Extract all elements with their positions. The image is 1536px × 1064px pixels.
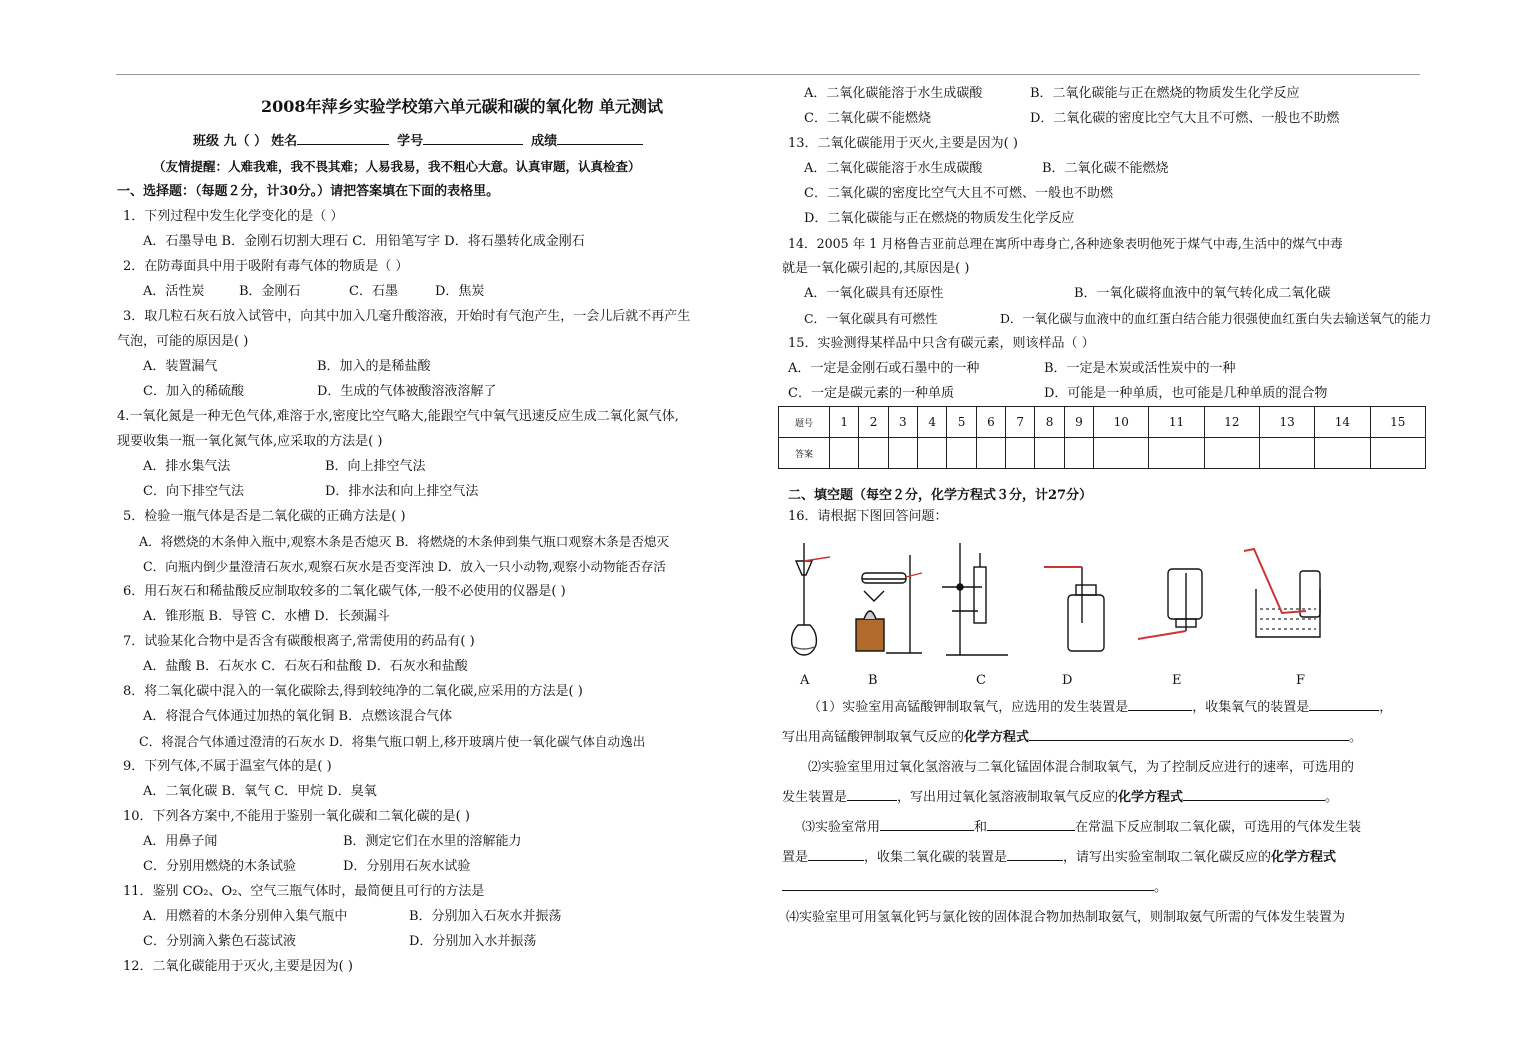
table-cell: 14 bbox=[1315, 407, 1370, 438]
question-12-options-cd: C．二氧化碳不能燃烧 D．二氧化碳的密度比空气大且不可燃、一般也不助燃 bbox=[804, 111, 1340, 126]
question-14-options-cd: C．一氧化碳具有可燃性 D．一氧化碳与血液中的血红蛋白结合能力很强使血红蛋白失去输送氧气的能力 bbox=[804, 311, 1432, 326]
left-column bbox=[117, 84, 757, 979]
table-cell: 7 bbox=[1006, 407, 1035, 438]
number-blank[interactable] bbox=[423, 130, 523, 145]
apparatus-e bbox=[1138, 569, 1202, 639]
reminder: （友情提醒：人难我难，我不畏其难；人易我易，我不粗心大意。认真审题，认真检查） bbox=[153, 159, 641, 174]
apparatus-c bbox=[942, 543, 1008, 655]
question-7: 7．试验某化合物中是否含有碳酸根离子,常需使用的药品有( ) bbox=[123, 634, 475, 649]
section-1-heading: 一、选择题：（每题２分，计30分。）请把答案填在下面的表格里。 bbox=[117, 184, 500, 199]
table-header-answer: 答案 bbox=[779, 438, 830, 469]
table-cell: 13 bbox=[1259, 407, 1314, 438]
table-cell: 9 bbox=[1064, 407, 1093, 438]
question-4-options-cd: C．向下排空气法 D．排水法和向上排空气法 bbox=[143, 484, 479, 499]
fill-blank[interactable] bbox=[847, 786, 897, 801]
answer-cell[interactable] bbox=[1204, 438, 1259, 469]
question-11-options-ab: A．用燃着的木条分别伸入集气瓶中 B．分别加入石灰水并振荡 bbox=[143, 909, 562, 924]
apparatus-diagram bbox=[782, 533, 1422, 673]
answer-cell[interactable] bbox=[1006, 438, 1035, 469]
question-2-options: A．活性炭 B．金刚石 C．石墨 D．焦炭 bbox=[143, 284, 485, 299]
question-3: 3．取几粒石灰石放入试管中，向其中加入几毫升酸溶液，开始时有气泡产生，一会儿后就不再产生 bbox=[123, 309, 691, 324]
student-info-line bbox=[117, 129, 757, 154]
question-15-options-cd: C．一定是碳元素的一种单质 D．可能是一种单质，也可能是几种单质的混合物 bbox=[788, 386, 1328, 401]
answer-cell[interactable] bbox=[947, 438, 976, 469]
question-2: 2．在防毒面具中用于吸附有毒气体的物质是（ ） bbox=[123, 259, 409, 274]
question-3-options-ab: A．装置漏气 B．加入的是稀盐酸 bbox=[143, 359, 431, 374]
question-11: 11．鉴别 CO₂、O₂、空气三瓶气体时，最简便且可行的方法是 bbox=[123, 884, 485, 899]
question-14-options-ab: A．一氧化碳具有还原性 B．一氧化碳将血液中的氧气转化成二氧化碳 bbox=[804, 286, 1331, 301]
name-blank[interactable] bbox=[297, 130, 389, 145]
fill-blank[interactable] bbox=[782, 876, 1154, 891]
question-14-cont: 就是一氧化碳引起的,其原因是( ) bbox=[782, 261, 970, 276]
fill-blank[interactable] bbox=[1128, 696, 1192, 711]
fill-blank[interactable] bbox=[987, 816, 1075, 831]
answer-cell[interactable] bbox=[1259, 438, 1314, 469]
question-8-options-cd: C．将混合气体通过澄清的石灰水 D．将集气瓶口朝上,移开玻璃片使一氧化碳气体自动逸出 bbox=[139, 734, 646, 749]
answer-cell[interactable] bbox=[1094, 438, 1149, 469]
apparatus-a bbox=[792, 543, 830, 655]
answer-cell[interactable] bbox=[1064, 438, 1093, 469]
table-cell: 6 bbox=[976, 407, 1005, 438]
table-cell: 4 bbox=[918, 407, 947, 438]
score-label: 成绩 bbox=[531, 129, 643, 154]
table-cell: 12 bbox=[1204, 407, 1259, 438]
question-13-option-d: D．二氧化碳能与正在燃烧的物质发生化学反应 bbox=[804, 211, 1075, 226]
name-label: 姓名 bbox=[271, 129, 389, 154]
fill-q3-line2: 置是 ，收集二氧化碳的装置是 ，请写出实验室制取二氧化碳反应的化学方程式 bbox=[782, 843, 1427, 873]
question-12: 12．二氧化碳能用于灭火,主要是因为( ) bbox=[123, 959, 353, 974]
question-6: 6．用石灰石和稀盐酸反应制取较多的二氧化碳气体,一般不必使用的仪器是( ) bbox=[123, 584, 566, 599]
figure-label-f: F bbox=[1296, 673, 1306, 688]
fill-blank[interactable] bbox=[1309, 696, 1379, 711]
fill-blank[interactable] bbox=[1029, 726, 1349, 741]
fill-blank[interactable] bbox=[1007, 846, 1063, 861]
answer-table bbox=[778, 406, 1426, 469]
number-label: 学号 bbox=[397, 129, 523, 154]
question-4: 4.一氧化氮是一种无色气体,难溶于水,密度比空气略大,能跟空气中氧气迅速反应生成二氧化氮气体, bbox=[117, 409, 679, 424]
question-5-options-ab: A．将燃烧的木条伸入瓶中,观察木条是否熄灭 B．将燃烧的木条伸到集气瓶口观察木条是否熄灭 bbox=[139, 534, 670, 549]
fill-q2-line1: ⑵实验室里用过氧化氢溶液与二氧化锰固体混合制取氧气，为了控制反应进行的速率，可选用的 bbox=[808, 760, 1355, 775]
question-9-options: A．二氧化碳 B．氧气 C．甲烷 D．臭氧 bbox=[143, 784, 377, 799]
fill-q3-line3: 。 bbox=[782, 873, 1427, 903]
question-15: 15．实验测得某样品中只含有碳元素，则该样品（ ） bbox=[788, 336, 1095, 351]
apparatus-f bbox=[1244, 549, 1320, 637]
answer-cell[interactable] bbox=[1035, 438, 1064, 469]
answer-cell[interactable] bbox=[859, 438, 888, 469]
table-cell: 15 bbox=[1370, 407, 1425, 438]
question-12-options-ab: A．二氧化碳能溶于水生成碳酸 B．二氧化碳能与正在燃烧的物质发生化学反应 bbox=[804, 86, 1300, 101]
answer-cell[interactable] bbox=[888, 438, 917, 469]
answer-cell[interactable] bbox=[918, 438, 947, 469]
table-header-number: 题号 bbox=[779, 407, 830, 438]
question-1-options: A．石墨导电 B．金刚石切割大理石 C．用铅笔写字 D．将石墨转化成金刚石 bbox=[143, 234, 585, 249]
question-10-options-ab: A．用鼻子闻 B．测定它们在水里的溶解能力 bbox=[143, 834, 522, 849]
question-6-options: A．锥形瓶 B．导管 C．水槽 D．长颈漏斗 bbox=[143, 609, 390, 624]
question-11-options-cd: C．分别滴入紫色石蕊试液 D．分别加入水并振荡 bbox=[143, 934, 537, 949]
question-3-options-cd: C．加入的稀硫酸 D．生成的气体被酸溶液溶解了 bbox=[143, 384, 497, 399]
table-cell: 2 bbox=[859, 407, 888, 438]
question-4-options-ab: A．排水集气法 B．向上排空气法 bbox=[143, 459, 426, 474]
question-7-options: A．盐酸 B．石灰水 C．石灰石和盐酸 D．石灰水和盐酸 bbox=[143, 659, 468, 674]
figure-label-d: D bbox=[1062, 673, 1073, 688]
question-13-options-ab: A．二氧化碳能溶于水生成碳酸 B．二氧化碳不能燃烧 bbox=[804, 161, 1169, 176]
answer-cell[interactable] bbox=[976, 438, 1005, 469]
fill-blank[interactable] bbox=[808, 846, 864, 861]
question-13: 13．二氧化碳能用于灭火,主要是因为( ) bbox=[788, 136, 1018, 151]
score-blank[interactable] bbox=[557, 130, 643, 145]
answer-cell[interactable] bbox=[1370, 438, 1425, 469]
fill-blank[interactable] bbox=[1183, 786, 1325, 801]
question-8: 8．将二氧化碳中混入的一氧化碳除去,得到较纯净的二氧化碳,应采用的方法是( ) bbox=[123, 684, 583, 699]
table-row bbox=[779, 407, 1426, 438]
question-9: 9．下列气体,不属于温室气体的是( ) bbox=[123, 759, 332, 774]
question-5: 5．检验一瓶气体是否是二氧化碳的正确方法是( ) bbox=[123, 509, 406, 524]
question-8-options-ab: A．将混合气体通过加热的氧化铜 B．点燃该混合气体 bbox=[143, 709, 453, 724]
figure-label-a: A bbox=[800, 673, 810, 688]
question-16: 16．请根据下图回答问题： bbox=[788, 509, 948, 524]
table-cell: 8 bbox=[1035, 407, 1064, 438]
table-cell: 11 bbox=[1149, 407, 1204, 438]
figure-label-c: C bbox=[976, 673, 986, 688]
table-cell: 5 bbox=[947, 407, 976, 438]
question-3-cont: 气泡，可能的原因是( ) bbox=[117, 334, 249, 349]
question-14: 14．2005 年 1 月格鲁吉亚前总理在寓所中毒身亡,各种迹象表明他死于煤气中毒,生活中的煤气中毒 bbox=[788, 236, 1343, 251]
class-label: 班级 九（ ） bbox=[193, 134, 268, 149]
figure-label-b: B bbox=[868, 673, 878, 688]
answer-cell[interactable] bbox=[1149, 438, 1204, 469]
fill-q1-line1: （1）实验室用高锰酸钾制取氧气，应选用的发生装置是 ，收集氧气的装置是 ， bbox=[782, 693, 1427, 723]
answer-cell[interactable] bbox=[1315, 438, 1370, 469]
table-cell: 10 bbox=[1094, 407, 1149, 438]
question-4-cont: 现要收集一瓶一氧化氮气体,应采取的方法是( ) bbox=[117, 434, 383, 449]
answer-cell[interactable] bbox=[830, 438, 859, 469]
fill-q3-line1: ⑶实验室常用 和 在常温下反应制取二氧化碳，可选用的气体发生装 bbox=[782, 813, 1427, 843]
table-cell: 3 bbox=[888, 407, 917, 438]
table-cell: 1 bbox=[830, 407, 859, 438]
apparatus-d bbox=[1044, 567, 1104, 651]
right-column bbox=[782, 81, 1432, 933]
question-13-option-c: C．二氧化碳的密度比空气大且不可燃、一般也不助燃 bbox=[804, 186, 1113, 201]
table-row bbox=[779, 438, 1426, 469]
question-10-options-cd: C．分别用燃烧的木条试验 D．分别用石灰水试验 bbox=[143, 859, 471, 874]
figure-label-e: E bbox=[1172, 673, 1182, 688]
top-rule bbox=[116, 74, 1420, 75]
section-2-heading: 二、填空题（每空２分，化学方程式３分，计27分） bbox=[788, 488, 1093, 503]
question-10: 10．下列各方案中,不能用于鉴别一氧化碳和二氧化碳的是( ) bbox=[123, 809, 470, 824]
fill-q4-line1: ⑷实验室里可用氢氧化钙与氯化铵的固体混合物加热制取氨气，则制取氨气所需的气体发生装置为 bbox=[786, 910, 1346, 925]
question-15-options-ab: A．一定是金刚石或石墨中的一种 B．一定是木炭或活性炭中的一种 bbox=[788, 361, 1236, 376]
question-5-options-cd: C．向瓶内倒少量澄清石灰水,观察石灰水是否变浑浊 D．放入一只小动物,观察小动物能否存活 bbox=[143, 559, 666, 574]
fill-q1-line2: 写出用高锰酸钾制取氧气反应的化学方程式 。 bbox=[782, 723, 1427, 753]
apparatus-figure bbox=[782, 533, 1427, 693]
fill-q2-line2: 发生装置是 ，写出用过氧化氢溶液制取氧气反应的化学方程式 。 bbox=[782, 783, 1427, 813]
page-title: 2008年萍乡实验学校第六单元碳和碳的氧化物 单元测试 bbox=[260, 97, 664, 116]
question-1: 1．下列过程中发生化学变化的是（ ） bbox=[123, 209, 344, 224]
apparatus-b bbox=[856, 555, 922, 653]
fill-blank[interactable] bbox=[880, 816, 974, 831]
